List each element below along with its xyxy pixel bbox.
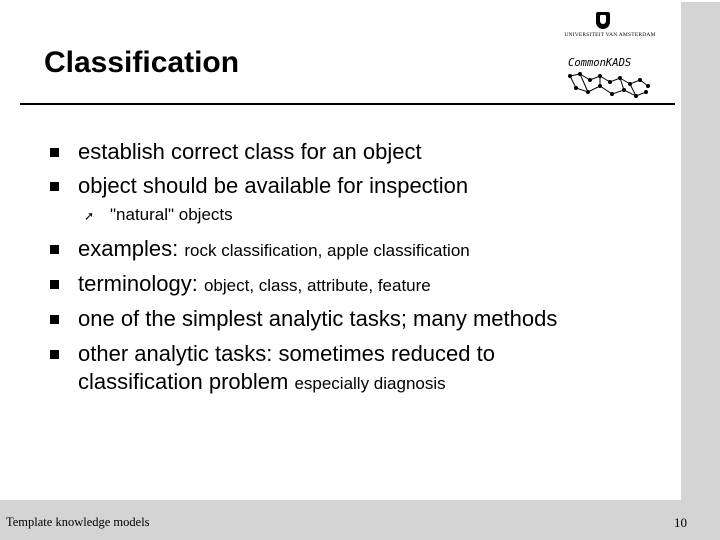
continuation-suffix: especially diagnosis <box>294 374 446 393</box>
bullet-suffix: rock classification, apple classification <box>184 241 470 260</box>
square-bullet-icon <box>50 245 59 254</box>
bullet-text: terminology: <box>78 271 204 296</box>
square-bullet-icon <box>50 182 59 191</box>
footer-title: Template knowledge models <box>6 515 150 529</box>
square-bullet-icon <box>50 315 59 324</box>
slide-title: Classification <box>44 46 240 79</box>
bullet-continuation <box>78 368 446 397</box>
bullet-text: object should be available for inspection <box>78 173 469 198</box>
bullet-text: other analytic tasks: sometimes reduced to <box>78 341 495 366</box>
slide-shadow-right <box>681 2 720 540</box>
university-seal-icon <box>596 12 610 29</box>
university-name: UNIVERSITEIT VAN AMSTERDAM <box>564 32 656 38</box>
commonkads-logo-text: CommonKADS <box>568 57 632 69</box>
page-number: 10 <box>674 515 687 530</box>
logo-area <box>560 8 660 100</box>
bullet-suffix: object, class, attribute, feature <box>203 276 431 295</box>
bullet-text: one of the simplest analytic tasks; many methods <box>78 306 558 331</box>
title-divider <box>20 103 675 105</box>
square-bullet-icon <box>50 280 59 289</box>
sub-bullet-text: "natural" objects <box>110 205 233 224</box>
commonkads-graphic-icon <box>566 70 650 100</box>
square-bullet-icon <box>50 148 59 157</box>
square-bullet-icon <box>50 350 59 359</box>
north-east-arrow-icon: ➚ <box>84 209 95 223</box>
bullet-text: establish correct class for an object <box>78 139 422 164</box>
sub-bullet <box>84 203 233 228</box>
continuation-text: classification problem <box>78 369 295 394</box>
bullet-text: examples: <box>78 236 185 261</box>
